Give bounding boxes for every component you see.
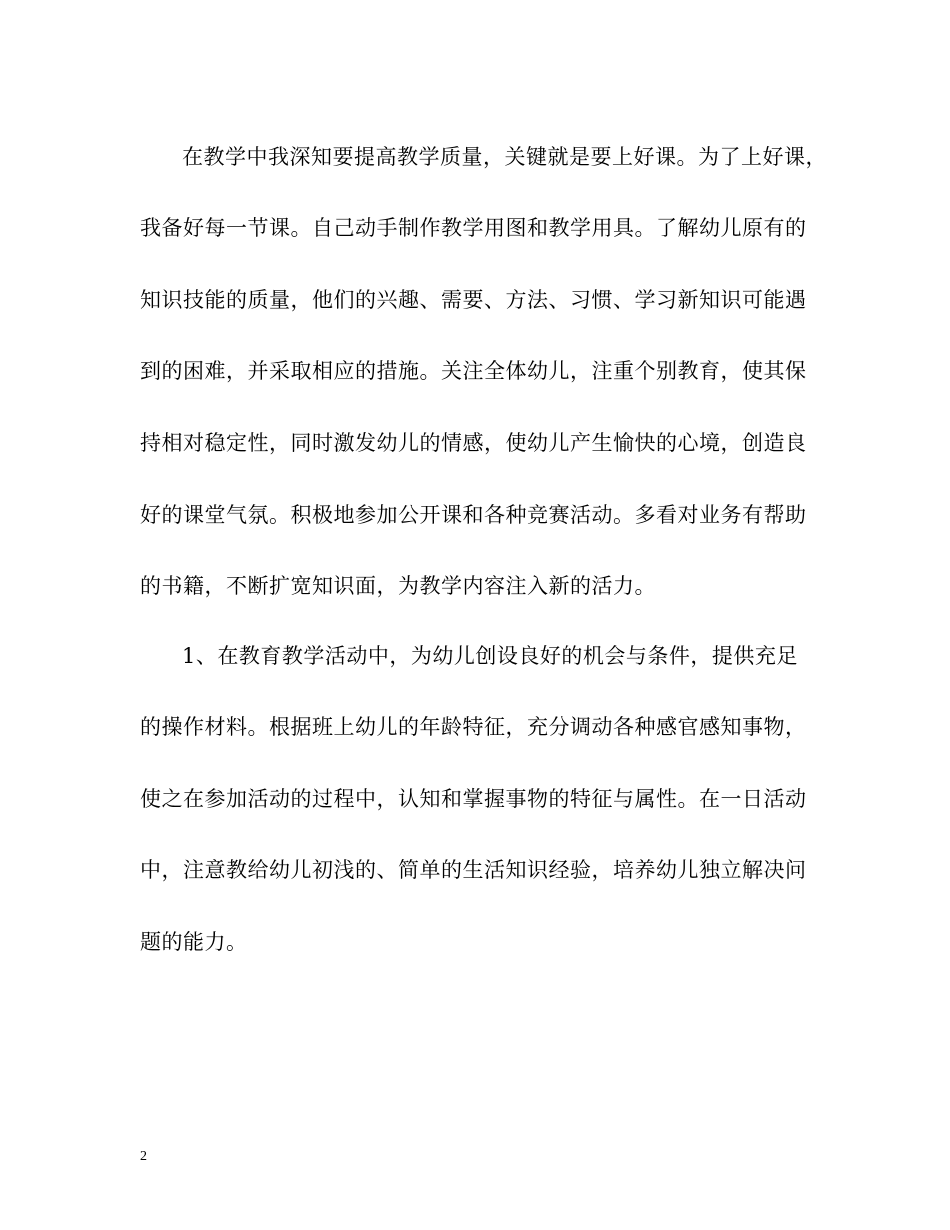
paragraph-2-line-5: 题的能力。 (140, 930, 248, 954)
paragraph-1-line-3: 知识技能的质量，他们的兴趣、需要、方法、习惯、学习新知识可能遇 (140, 288, 807, 312)
paragraph-2-line-4: 中，注意教给幼儿初浅的、简单的生活知识经验，培养幼儿独立解决问 (140, 858, 807, 882)
paragraph-2-line-2: 的操作材料。根据班上幼儿的年龄特征，充分调动各种感官感知事物， (140, 715, 807, 739)
paragraph-2-line-3: 使之在参加活动的过程中，认知和掌握事物的特征与属性。在一日活动 (140, 787, 807, 811)
paragraph-1-line-5: 持相对稳定性，同时激发幼儿的情感，使幼儿产生愉快的心境，创造良 (140, 431, 807, 455)
paragraph-2-line-1: 1、在教育教学活动中，为幼儿创设良好的机会与条件，提供充足 (182, 644, 798, 668)
page-number: 2 (140, 1149, 147, 1164)
paragraph-1-line-1: 在教学中我深知要提高教学质量，关键就是要上好课。为了上好课， (182, 145, 827, 169)
paragraph-1-line-6: 好的课堂气氛。积极地参加公开课和各种竞赛活动。多看对业务有帮助 (140, 503, 807, 527)
paragraph-1-line-7: 的书籍，不断扩宽知识面，为教学内容注入新的活力。 (140, 574, 656, 598)
paragraph-1-line-4: 到的困难，并采取相应的措施。关注全体幼儿，注重个别教育，使其保 (140, 359, 807, 383)
paragraph-1-line-2: 我备好每一节课。自己动手制作教学用图和教学用具。了解幼儿原有的 (140, 216, 807, 240)
